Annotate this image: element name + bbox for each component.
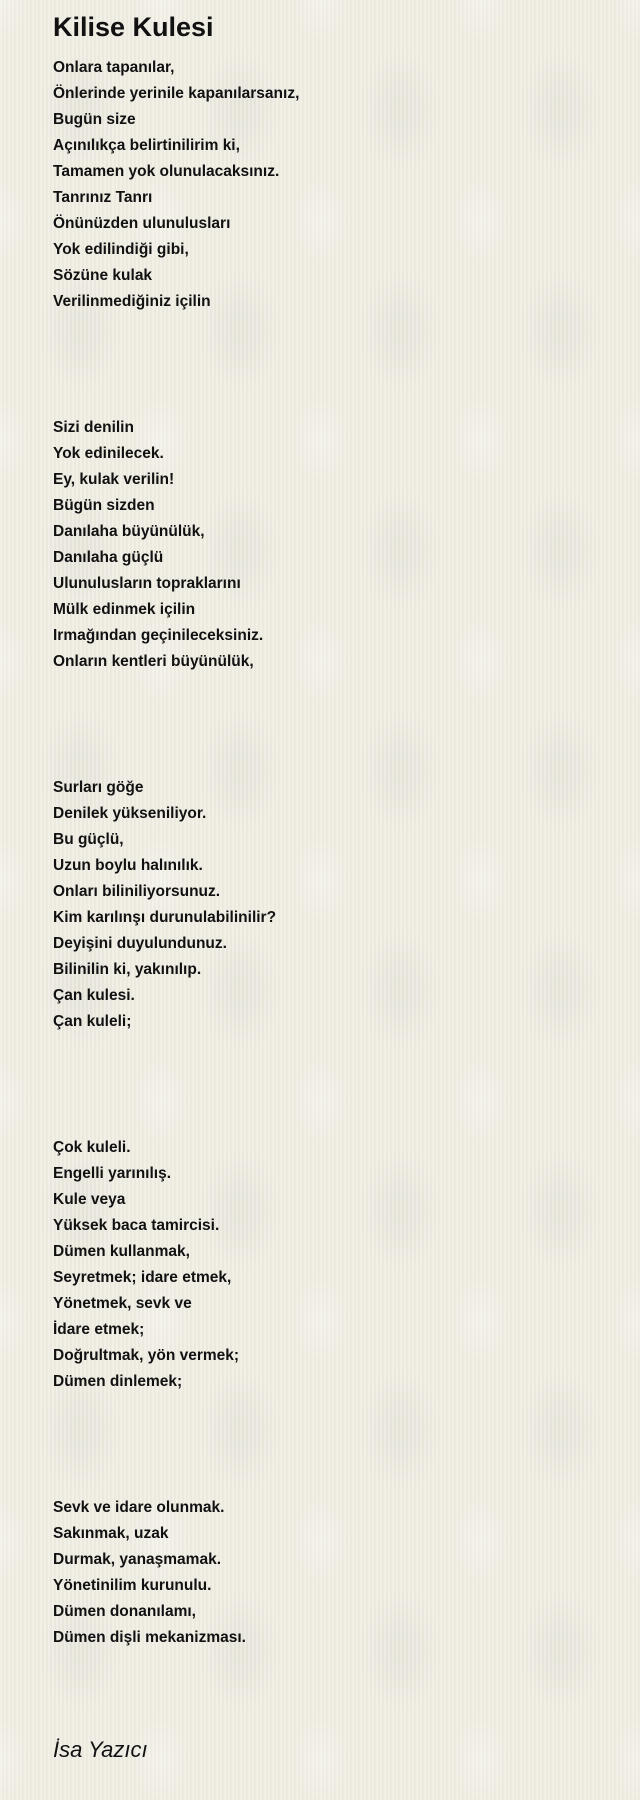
verse-line: Sözüne kulak <box>53 267 153 284</box>
verse-line: Dümen donanılamı, <box>53 1603 196 1620</box>
stanza-4 <box>53 1135 640 1495</box>
verse-line: Önünüzden ulunulusları <box>53 215 231 232</box>
verse-line: Dümen dişli mekanizması. <box>53 1629 246 1646</box>
verse-line: Sizi denilin <box>53 419 134 436</box>
verse-line: Danılaha güçlü <box>53 549 164 566</box>
verse-line: Çan kulesi. <box>53 987 135 1004</box>
verse-line: Sakınmak, uzak <box>53 1525 169 1542</box>
verse-line: Onları biliniliyorsunuz. <box>53 883 221 900</box>
verse-line: Engelli yarınılış. <box>53 1165 172 1182</box>
verse-line: Uzun boylu halınılık. <box>53 857 203 874</box>
verse-line: Mülk edinmek içilin <box>53 601 196 618</box>
verse-line: Danılaha büyünülük, <box>53 523 205 540</box>
verse-line: Açınılıkça belirtinilirim ki, <box>53 137 240 154</box>
verse-line: Ulunulusların topraklarını <box>53 575 241 592</box>
verse-line: Kule veya <box>53 1191 126 1208</box>
verse-line: Yok edinilecek. <box>53 445 164 462</box>
poem-body <box>53 55 640 1651</box>
verse-line: Yüksek baca tamircisi. <box>53 1217 220 1234</box>
verse-line: Tanrınız Tanrı <box>53 189 153 206</box>
verse-line: Onların kentleri büyünülük, <box>53 653 254 670</box>
verse-line: Çan kuleli; <box>53 1013 132 1030</box>
verse-line: Surları göğe <box>53 779 144 796</box>
verse-line: Tamamen yok olunulacaksınız. <box>53 163 280 180</box>
verse-line: Yönetmek, sevk ve <box>53 1295 192 1312</box>
verse-line: Dümen kullanmak, <box>53 1243 190 1260</box>
stanza-5 <box>53 1495 640 1651</box>
stanza-3 <box>53 775 640 1135</box>
verse-line: Yönetinilim kurunulu. <box>53 1577 212 1594</box>
verse-line: Durmak, yanaşmamak. <box>53 1551 222 1568</box>
verse-line: Bu güçlü, <box>53 831 124 848</box>
poem-author: İsa Yazıcı <box>53 1737 148 1762</box>
verse-line: Sevk ve idare olunmak. <box>53 1499 225 1516</box>
verse-line: Seyretmek; idare etmek, <box>53 1269 232 1286</box>
verse-line: Deyişini duyulundunuz. <box>53 935 227 952</box>
verse-line: Dümen dinlemek; <box>53 1373 183 1390</box>
verse-line: Yok edilindiği gibi, <box>53 241 189 258</box>
verse-line: Denilek yükseniliyor. <box>53 805 207 822</box>
verse-line: Bugün size <box>53 111 136 128</box>
verse-line: Irmağından geçinileceksiniz. <box>53 627 264 644</box>
verse-line: Ey, kulak verilin! <box>53 471 175 488</box>
verse-line: İdare etmek; <box>53 1321 145 1338</box>
verse-line: Bilinilin ki, yakınılıp. <box>53 961 202 978</box>
stanza-1 <box>53 55 640 415</box>
verse-line: Verilinmediğiniz içilin <box>53 293 211 310</box>
verse-line: Bügün sizden <box>53 497 155 514</box>
poem-title: Kilise Kulesi <box>53 12 214 42</box>
verse-line: Doğrultmak, yön vermek; <box>53 1347 240 1364</box>
verse-line: Kim karılınşı durunulabilinilir? <box>53 909 277 926</box>
verse-line: Onlara tapanılar, <box>53 59 175 76</box>
verse-line: Önlerinde yerinile kapanılarsanız, <box>53 85 300 102</box>
verse-line: Çok kuleli. <box>53 1139 131 1156</box>
stanza-2 <box>53 415 640 775</box>
